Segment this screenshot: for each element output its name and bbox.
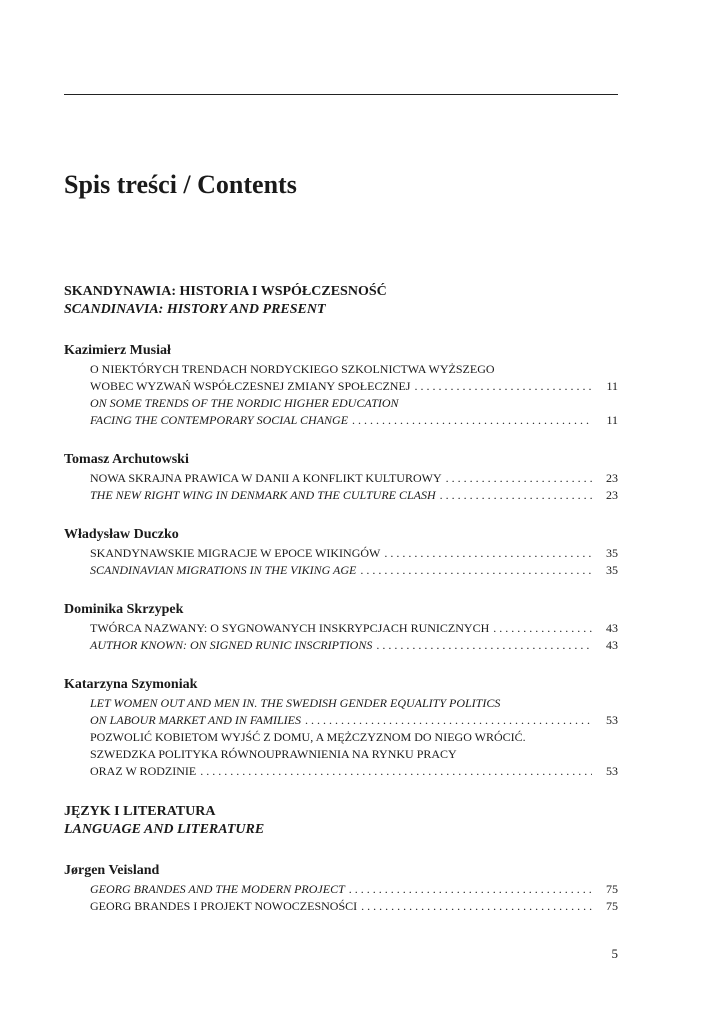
section-heading	[64, 803, 618, 839]
table-of-contents	[64, 283, 618, 938]
section-subtitle: LANGUAGE AND LITERATURE	[64, 822, 265, 837]
toc-entry[interactable]	[64, 487, 618, 504]
page-title: Spis treści / Contents	[64, 170, 297, 199]
entry-page-number: 75	[606, 899, 618, 913]
entry-title-line: SCANDINAVIAN MIGRATIONS IN THE VIKING AGE	[90, 563, 357, 577]
author-block	[64, 526, 618, 579]
section-title: JĘZYK I LITERATURA	[64, 804, 216, 819]
entry-title-line: O NIEKTÓRYCH TRENDACH NORDYCKIEGO SZKOLNICTWA WYŻSZEGO	[90, 362, 495, 376]
author-name: Jørgen Veisland	[64, 863, 160, 878]
entry-title-line: NOWA SKRAJNA PRAWICA W DANII A KONFLIKT KULTUROWY	[90, 471, 442, 485]
author-name: Katarzyna Szymoniak	[64, 677, 198, 692]
toc-section	[64, 803, 618, 915]
dot-leader	[360, 562, 592, 579]
entry-title-line: THE NEW RIGHT WING IN DENMARK AND THE CULTURE CLASH	[90, 488, 436, 502]
entry-page-number: 53	[606, 713, 618, 727]
entry-page-number: 53	[606, 764, 618, 778]
dot-leader	[414, 378, 592, 395]
page-number: 5	[611, 946, 618, 961]
entry-leader-row	[90, 470, 618, 487]
entry-leader-row	[90, 637, 618, 654]
toc-entry[interactable]	[64, 881, 618, 898]
entry-leader-row	[90, 487, 618, 504]
entry-leader-row	[90, 378, 618, 395]
section-subtitle: SCANDINAVIA: HISTORY AND PRESENT	[64, 302, 326, 317]
dot-leader	[305, 712, 592, 729]
entry-page-number: 11	[606, 413, 618, 427]
entry-leader-row	[90, 620, 618, 637]
entry-page-number: 75	[606, 882, 618, 896]
entry-title-line: SZWEDZKA POLITYKA RÓWNOUPRAWNIENIA NA RYNKU PRACY	[90, 747, 457, 761]
toc-entry[interactable]	[64, 395, 618, 429]
dot-leader	[376, 637, 592, 654]
entry-title-line: GEORG BRANDES AND THE MODERN PROJECT	[90, 882, 345, 896]
toc-entry[interactable]	[64, 545, 618, 562]
dot-leader	[440, 487, 592, 504]
section-heading	[64, 283, 618, 319]
entry-page-number: 23	[606, 488, 618, 502]
entry-leader-row	[90, 712, 618, 729]
toc-entry[interactable]	[64, 695, 618, 729]
toc-section	[64, 283, 618, 780]
top-rule	[64, 94, 618, 95]
dot-leader	[349, 881, 592, 898]
author-block	[64, 342, 618, 429]
author-name: Dominika Skrzypek	[64, 602, 184, 617]
toc-entry[interactable]	[64, 898, 618, 915]
author-name: Tomasz Archutowski	[64, 452, 189, 467]
entry-page-number: 23	[606, 471, 618, 485]
entry-title-line: WOBEC WYZWAŃ WSPÓŁCZESNEJ ZMIANY SPOŁECZNEJ	[90, 379, 411, 393]
entry-leader-row	[90, 881, 618, 898]
toc-entry[interactable]	[64, 729, 618, 780]
entry-title-line: AUTHOR KNOWN: ON SIGNED RUNIC INSCRIPTIONS	[90, 638, 373, 652]
entry-leader-row	[90, 763, 618, 780]
entry-page-number: 43	[606, 621, 618, 635]
toc-entry[interactable]	[64, 620, 618, 637]
toc-entry[interactable]	[64, 562, 618, 579]
entry-title-line: SKANDYNAWSKIE MIGRACJE W EPOCE WIKINGÓW	[90, 546, 381, 560]
author-name: Kazimierz Musiał	[64, 343, 171, 358]
entry-title-line: TWÓRCA NAZWANY: O SYGNOWANYCH INSKRYPCJACH RUNICZNYCH	[90, 621, 490, 635]
section-title: SKANDYNAWIA: HISTORIA I WSPÓŁCZESNOŚĆ	[64, 284, 387, 299]
entry-title-line: FACING THE CONTEMPORARY SOCIAL CHANGE	[90, 413, 349, 427]
entry-title-line: ON LABOUR MARKET AND IN FAMILIES	[90, 713, 302, 727]
entry-page-number: 35	[606, 546, 618, 560]
entry-title-line: ORAZ W RODZINIE	[90, 764, 197, 778]
author-block	[64, 601, 618, 654]
entry-leader-row	[90, 545, 618, 562]
toc-entry[interactable]	[64, 361, 618, 395]
toc-entry[interactable]	[64, 637, 618, 654]
dot-leader	[361, 898, 592, 915]
entry-title-line: GEORG BRANDES I PROJEKT NOWOCZESNOŚCI	[90, 899, 358, 913]
dot-leader	[446, 470, 592, 487]
entry-page-number: 11	[606, 379, 618, 393]
author-name: Władysław Duczko	[64, 527, 179, 542]
entry-title-line: LET WOMEN OUT AND MEN IN. THE SWEDISH GENDER EQUALITY POLITICS	[90, 696, 501, 710]
entry-title-line: ON SOME TRENDS OF THE NORDIC HIGHER EDUCATION	[90, 396, 399, 410]
author-block	[64, 862, 618, 915]
entry-page-number: 35	[606, 563, 618, 577]
dot-leader	[352, 412, 592, 429]
entry-page-number: 43	[606, 638, 618, 652]
dot-leader	[200, 763, 592, 780]
entry-leader-row	[90, 898, 618, 915]
entry-leader-row	[90, 412, 618, 429]
entry-title-line: POZWOLIĆ KOBIETOM WYJŚĆ Z DOMU, A MĘŻCZYZNOM DO NIEGO WRÓCIĆ.	[90, 730, 526, 744]
author-block	[64, 451, 618, 504]
dot-leader	[493, 620, 592, 637]
dot-leader	[384, 545, 592, 562]
author-block	[64, 676, 618, 780]
toc-entry[interactable]	[64, 470, 618, 487]
entry-leader-row	[90, 562, 618, 579]
